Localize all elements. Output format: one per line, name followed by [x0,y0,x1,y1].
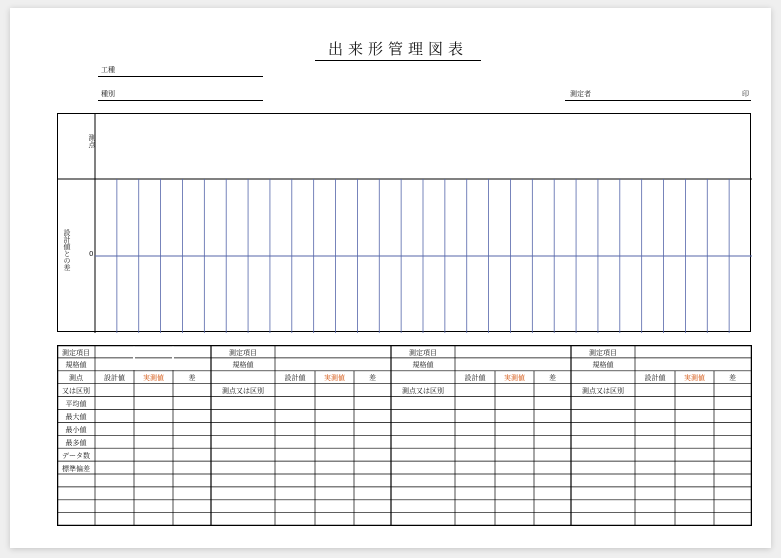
standard-value-label: 規格値 [412,361,434,370]
stat-label: 標準偏差 [62,464,90,473]
design-value-header: 設計値 [284,374,306,383]
table-grid [57,345,752,526]
difference-header: 差 [188,374,196,383]
actual-value-header: 実測値 [324,374,345,383]
measure-item-label: 測定項目 [409,348,437,357]
standard-value-label: 規格値 [592,361,614,370]
difference-header: 差 [729,374,736,383]
standard-value-label: 規格値 [232,361,254,370]
merged-cell-mask [172,346,174,370]
standard-value-label: 規格値 [65,361,87,370]
chart-zero-label: 0 [89,250,94,258]
work-field[interactable] [98,65,263,77]
design-value-header: 設計値 [464,374,486,383]
stat-label: 最小値 [65,425,87,434]
chart-point-label: 測点 [88,134,96,148]
merged-cell-mask [133,346,135,370]
type-field[interactable] [98,89,263,101]
measure-item-label: 測定項目 [62,348,90,357]
chart-diff-label: 設計値との差 [63,229,71,271]
difference-header: 差 [369,374,376,383]
measure-item-label: 測定項目 [229,348,257,357]
actual-value-header: 実測値 [143,374,164,383]
stat-label: 最大値 [65,413,87,421]
actual-value-header: 実測値 [504,374,525,383]
page-title: 出来形管理図表 [315,38,481,61]
design-value-header: 設計値 [644,374,666,383]
design-value-header: 設計値 [104,374,125,383]
difference-header: 差 [549,374,556,383]
point-label: 測点 [69,374,83,383]
type-label: 種別 [101,90,115,98]
stat-label: データ数 [62,451,90,460]
point-or-section-label: 測点又は区別 [582,387,624,396]
actual-value-header: 実測値 [684,374,705,383]
work-label: 工種 [101,66,115,74]
control-chart [57,113,751,332]
measure-item-label: 測定項目 [589,348,617,357]
point-or-section-label: 測点又は区別 [402,387,444,396]
form-sheet [10,8,771,548]
chart-grid [58,114,752,333]
stat-label: 最多値 [65,438,87,447]
stat-label: 平均値 [65,400,87,409]
measurement-table [57,345,752,526]
or-section-label: 又は区別 [62,387,90,396]
point-or-section-label: 測点又は区別 [222,387,264,396]
seal-label: 印 [742,90,749,98]
measurer-label: 測定者 [570,90,591,98]
measurer-field[interactable] [565,89,751,101]
